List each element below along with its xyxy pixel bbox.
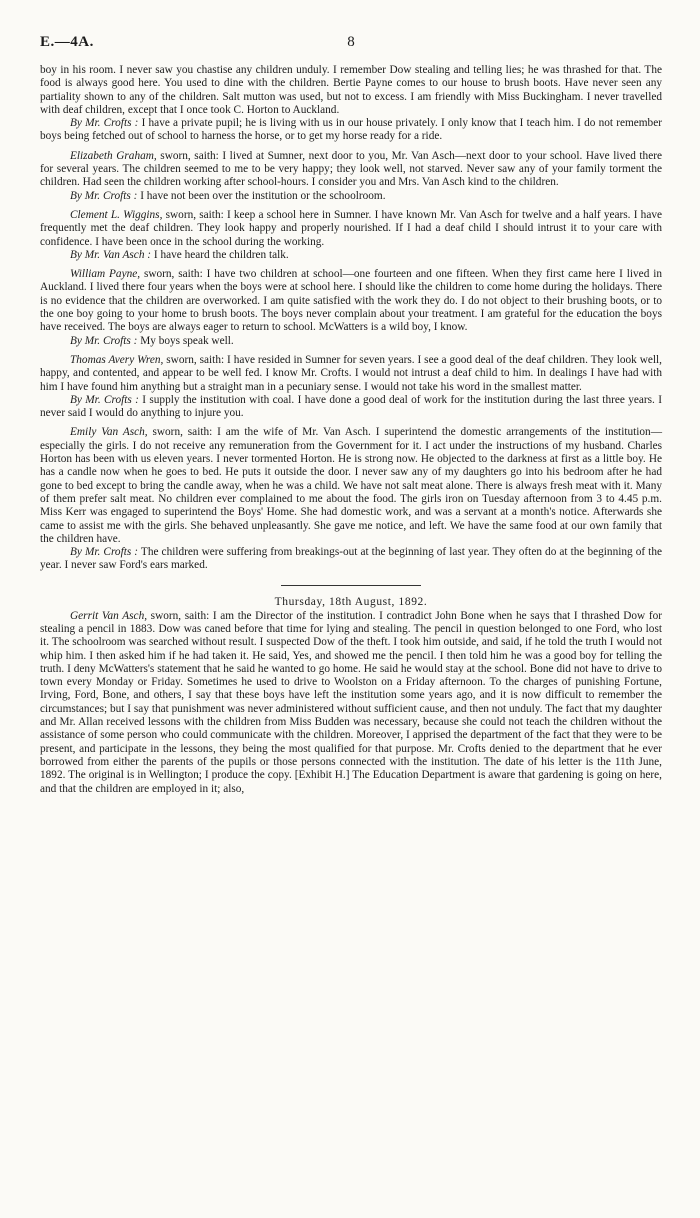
speaker-name: By Mr. Crofts : [70,393,139,406]
paragraph [40,546,662,573]
paragraph [40,394,662,421]
paragraph-text: sworn, saith: I am the wife of Mr. Van Asch. I superintend the domestic arrangements of the institution—especially the girls. I do not receive any remuneration from the Government for it. I act under the instructions of my husband. Charles Horton has been with us eleven years. I never tormented Horton. He is strong now. He objected to the darkness at first as a little boy. He has a candle now when he goes to bed. He puts it outside the door. I never saw any of my daughters go into his bedroom after he had gone to bed except to bring the candle away, when he was a child. We have not salt meat alone. There is always fresh meat with it. Many of them prefer salt meat. No children ever complained to me about the food. The girls iron on Tuesday afternoon from 3 to 4.45 p.m. Miss Kerr was engaged to superintend the Boys' Home. She had domestic work, and was a servant at a month's notice. Afterwards she came to assist me with the girls. She behaved unpleasantly. She gave me notice, and left. We have the same food at our own family that the children have. [40,426,662,545]
speaker-name: By Mr. Crofts : [70,189,138,202]
paragraph-text: boy in his room. I never saw you chastise any children unduly. I remember Dow stealing and telling lies; he was thrashed for that. The food is always good here. You used to dine with the children. Bertie Payne comes to our house to brush boots. Have never seen any partiality shown to any of the children. Salt mutton was used, but not to excess. I am friendly with Miss Buckingham. I never travelled with deaf children, except that I once took C. Horton to Auckland. [40,64,662,116]
paragraph [40,249,662,262]
speaker-name: By Mr. Van Asch : [70,248,152,261]
paragraph-text: sworn, saith: I keep a school here in Sumner. I have known Mr. Van Asch for twelve and a half years. I have frequently met the deaf children. They look happy and properly nourished. If I had a deaf child I should intrust it to your care with confidence. I have been once in the school during the working. [40,208,662,248]
speaker-name: Elizabeth Graham, [70,149,157,162]
speaker-name: William Payne, [70,268,141,281]
paragraph [40,426,662,546]
paragraph [40,268,662,334]
paragraph [40,64,662,117]
speaker-name: Thomas Avery Wren, [70,353,164,366]
paragraph [40,209,662,249]
testimony-body-continued [40,610,662,796]
paragraph [40,610,662,796]
paragraph-text: sworn, saith: I have two children at school—one fourteen and one fifteen. When they first came here I lived in Auckland. I lived there four years when the boys were at school here. I should like the children to come home during the holidays. There is no evidence that the children are overworked. I am quite satisfied with the work they do. I do not object to their brushing boots, or to the one boy going to your home to brush boots. The boys never complain about your treatment. I am grateful for the education the boys have received. The boys are always eager to return to school. McWatters is a wild boy, I know. [40,268,662,334]
section-divider [281,585,421,586]
paragraph-text: My boys speak well. [137,334,234,347]
paragraph-text: I have heard the children talk. [151,248,289,261]
date-heading: Thursday, 18th August, 1892. [274,595,428,608]
paragraph [40,354,662,394]
speaker-name: By Mr. Crofts : [70,334,138,347]
speaker-name: Gerrit Van Asch, [70,609,148,622]
paragraph-text: sworn, saith: I have resided in Sumner for seven years. I see a good deal of the deaf children. They look well, happy, and contented, and appear to be well fed. I know Mr. Crofts. I would not intrust a deaf child to him. In dealings I have had with him I have found him anything but a straight man in a pecuniary sense. I would not take his word in the smallest matter. [40,353,662,393]
paragraph [40,150,662,190]
page-header [40,34,662,64]
speaker-name: By Mr. Crofts : [70,117,139,130]
paragraph [40,335,662,348]
paragraph [40,190,662,203]
speaker-name: By Mr. Crofts : [70,546,139,559]
section-reference: E.—4A. [40,34,94,50]
paragraph-text: I have a private pupil; he is living with us in our house privately. I only know that I teach him. I do not remember boys being fetched out of school to harness the horse, or to get my horse ready for a ride. [40,117,662,143]
paragraph-text: I supply the institution with coal. I have done a good deal of work for the institution during the last three years. I never said I would do anything to injure you. [40,393,662,420]
speaker-name: Emily Van Asch, [70,426,148,439]
speaker-name: Clement L. Wiggins, [70,208,163,221]
paragraph-text: sworn, saith: I am the Director of the institution. I contradict John Bone when he says that I thrashed Dow for stealing a pencil in 1883. Dow was caned before that time for lying and stealing. The pencil in question belonged to one Ford, who lost it. The schoolroom was searched without result. I suspected Dow of the theft. I took him outside, and said, if he told the truth I would not whip him. I then asked him if he had taken it. He said, Yes, and showed me the pencil. I then told him he was a good boy for telling the truth. I deny McWatters's statement that he said he wanted to go home. He said he would stay at the school. Bone did not have to drive to town every Monday or Friday. Sometimes he used to drive to Woolston on a Friday afternoon. To the charges of punishing Fortune, Irving, Ford, Bone, and others, I say that these boys have left the institution some years ago, and it is now difficult to remember the circumstances; but I say that punishment was never administered without sufficient cause, and then not unduly. The fact that my daughter and Mr. Allan received lessons with the children from Miss Budden was necessary, because she could not teach the children without the assistance of some person who could communicate with the children. Moreover, I apprised the department of the fact that they were to be present, and participate in the lessons, they being the most qualified for that purpose. Mr. Crofts denied to the department that he ever borrowed from either the parents of the pupils or those persons connected with the institution. The date of his letter is the 11th June, 1892. The original is in Wellington; I produce the copy. [Exhibit H.] The Education Department is aware that gardening is going on here, and that the children are employed in it; also, [40,609,662,795]
page-number: 8 [347,34,355,50]
testimony-body [40,64,662,573]
paragraph-text: The children were suffering from breakings-out at the beginning of last year. They often do at the beginning of the year. I never saw Ford's ears marked. [40,546,662,572]
paragraph [40,117,662,144]
paragraph-text: I have not been over the institution or the schoolroom. [137,189,386,202]
paragraph-text: sworn, saith: I lived at Sumner, next door to you, Mr. Van Asch—next door to your school. Have lived there for several years. The children seemed to me to be very happy; they look well, not starved. Never saw any of your family torment the children. Had seen the children working after school-hours. I consider you and Mrs. Van Asch kind to the children. [40,149,662,189]
